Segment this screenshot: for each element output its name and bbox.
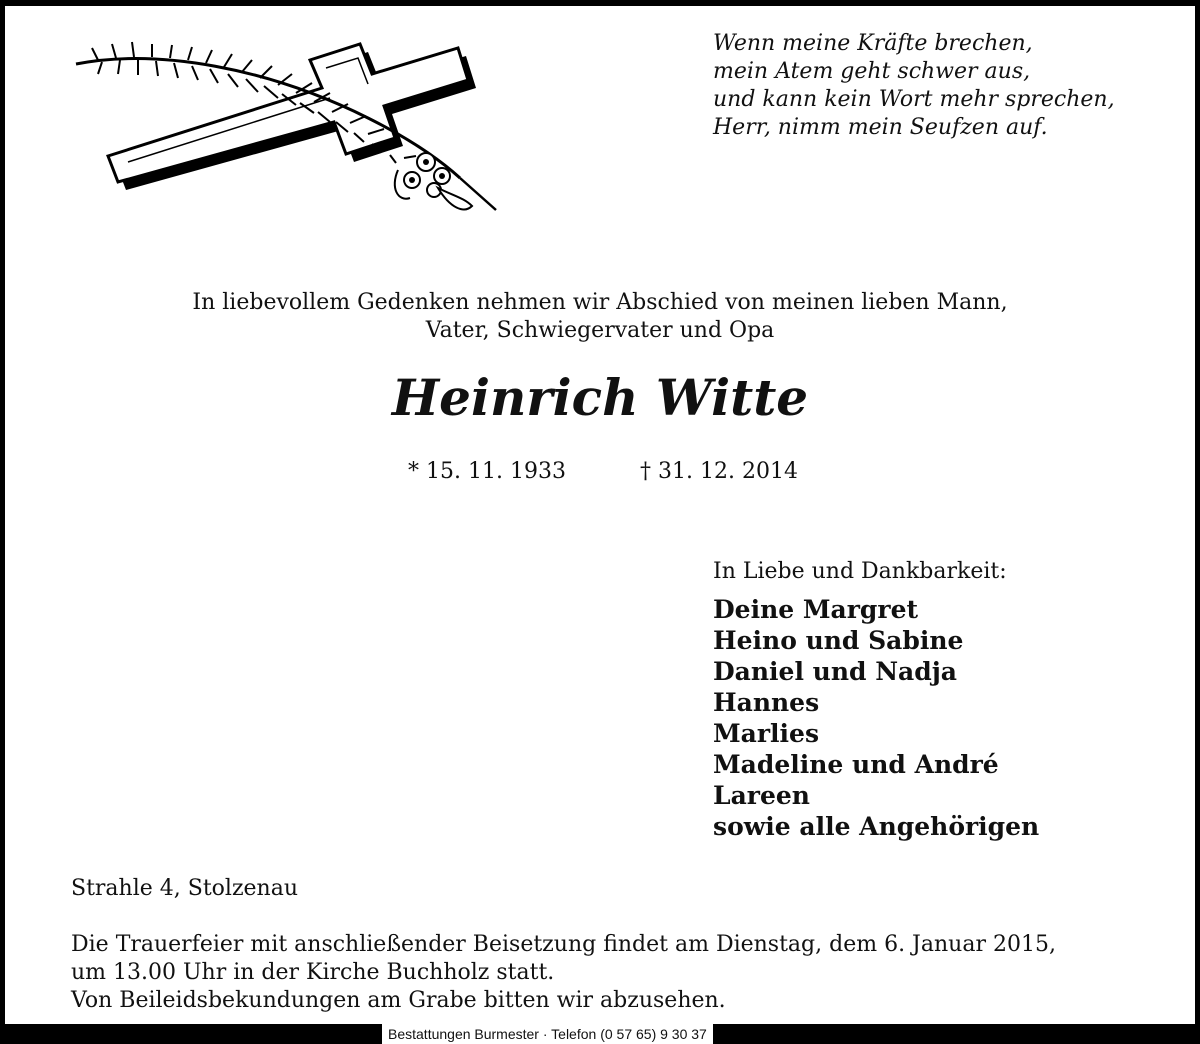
mourner-name: Deine Margret — [713, 595, 919, 624]
mourner-name: Lareen — [713, 781, 810, 810]
mourner-name: sowie alle Angehörigen — [713, 812, 1040, 841]
mourner-name: Hannes — [713, 688, 820, 717]
funeral-home-footer: Bestattungen Burmester · Telefon (0 57 65) 9 30 37 — [382, 1024, 713, 1044]
intro-text — [0, 289, 1200, 345]
mourners-list — [713, 594, 1039, 842]
verse-line: mein Atem geht schwer aus, — [713, 59, 1031, 84]
intro-line: Vater, Schwiegervater und Opa — [425, 318, 775, 343]
verse-line: Wenn meine Kräfte brechen, — [713, 31, 1033, 56]
death-date: † 31. 12. 2014 — [640, 459, 798, 484]
mourner-name: Marlies — [713, 719, 820, 748]
ceremony-line: um 13.00 Uhr in der Kirche Buchholz statt. — [71, 960, 555, 985]
ceremony-line: Von Beileidsbekundungen am Grabe bitten wir abzusehen. — [71, 988, 726, 1013]
mourner-name: Heino und Sabine — [713, 626, 964, 655]
birth-date: * 15. 11. 1933 — [408, 459, 566, 484]
family-address: Strahle 4, Stolzenau — [71, 876, 299, 901]
verse-line: und kann kein Wort mehr sprechen, — [713, 87, 1115, 112]
ceremony-line: Die Trauerfeier mit anschließender Beisetzung findet am Dienstag, dem 6. Januar 2015, — [71, 932, 1056, 957]
deceased-name: Heinrich Witte — [391, 368, 809, 427]
mourners-heading: In Liebe und Dankbarkeit: — [713, 559, 1007, 584]
mourner-name: Madeline und André — [713, 750, 999, 779]
ceremony-info — [71, 931, 1056, 1015]
cross-with-palm-branch-icon — [68, 38, 500, 218]
verse — [713, 30, 1115, 142]
intro-line: In liebevollem Gedenken nehmen wir Abschied von meinen lieben Mann, — [192, 290, 1008, 315]
verse-line: Herr, nimm mein Seufzen auf. — [713, 115, 1048, 140]
mourner-name: Daniel und Nadja — [713, 657, 957, 686]
